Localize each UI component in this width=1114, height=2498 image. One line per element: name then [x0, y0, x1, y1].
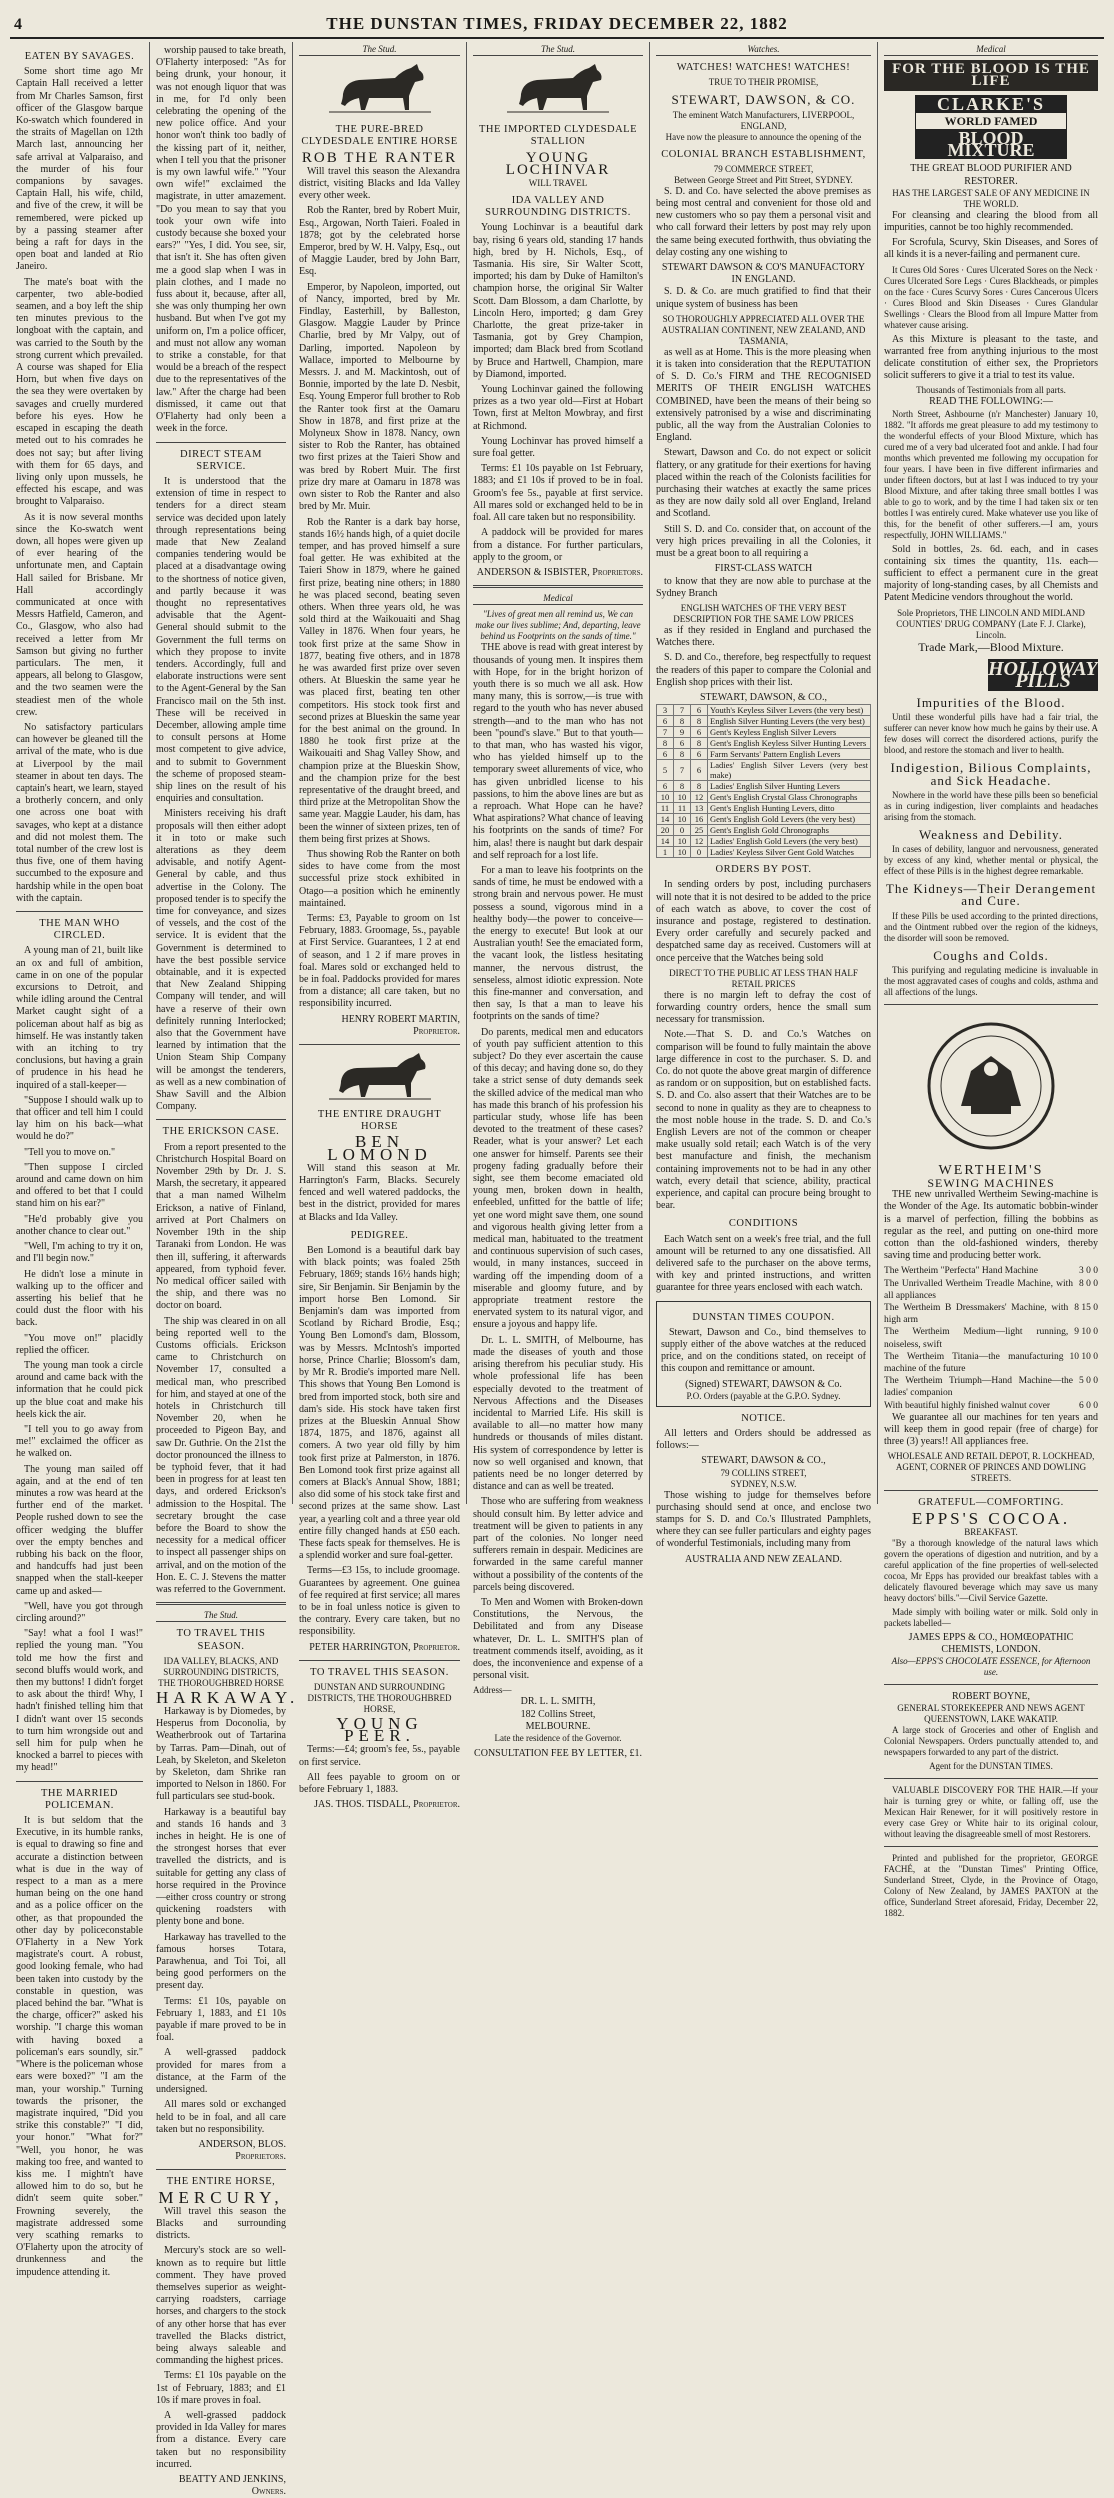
- coupon-signed: (Signed) STEWART, DAWSON & Co.: [685, 1378, 842, 1390]
- ad-signature: HENRY ROBERT MARTIN, Proprietor.: [341, 1013, 460, 1037]
- ad-heading: THE ENTIRE DRAUGHT HORSE: [317, 1109, 442, 1133]
- ad-subheading: WILL TRAVEL: [528, 178, 588, 189]
- article-paragraph: "Well, I'm aching to try it on, and I'll begin now.": [16, 1241, 143, 1265]
- article-title-erickson: THE ERICKSON CASE.: [162, 1126, 280, 1138]
- ad-subheading: IDA VALLEY, BLACKS, AND SURROUNDING DISTRICTS, THE THOROUGHBRED HORSE: [158, 1655, 284, 1688]
- price-cell: 6: [691, 749, 708, 760]
- ad-paragraph: Young Lochinvar has proved himself a sure foal getter.: [473, 435, 643, 460]
- watch-description: Gent's English Gold Levers (the very best): [708, 814, 871, 825]
- article-paragraph: The young man sailed off again, and at the end of ten minutes a row was heard at the further end of the market. People rushed down to see the officer wedging the bluffer over the empty benches and rubbing his back on the floor, and handcuffs had just been snapped when the stall-keeper came up and asked—: [16, 1463, 143, 1597]
- ad-heading: TO TRAVEL THIS SEASON.: [176, 1628, 266, 1652]
- ad-paragraph: Terms: £1 10s payable on the 1st of February, 1883; and £1 10s if mare proves in foal.: [156, 2370, 286, 2406]
- ad-paragraph: Terms:—£4; groom's fee, 5s., payable on first service.: [299, 1744, 460, 1768]
- ad-heading: GRATEFUL—COMFORTING.: [918, 1497, 1064, 1509]
- ad-heading: THE ENTIRE HORSE,: [166, 2176, 276, 2188]
- ad-subheading: BREAKFAST.: [964, 1526, 1018, 1537]
- article-paragraph: Ministers receiving his draft proposals will then either adopt it in toto or make such alterations as they deem advisable, and notify Agent-General by cable, and thus advertise in the Colony. The proposed tender is to specify the time for conveyance, and sizes of vessels, and the cost of the service. It is evident that the Government is determined to have the best possible service obtainable, and it is expected that New Zealand Shipping Company will tender, and will have a reserve of their own definitely running Interlocked; also that the Government have learned by intimation that the Union Steam Ship Company will be amongst the tenderers, as well as a new combination of Shaw Savill and the Albion Company.: [156, 808, 286, 1113]
- coupon-box[interactable]: [656, 1301, 871, 1407]
- ad-paragraph: All letters and Orders should be addressed as follows:—: [656, 1428, 871, 1452]
- table-row: [657, 705, 871, 716]
- horse-name-mercury: MERCURY,: [158, 2187, 284, 2207]
- section-rubric: Watches.: [656, 43, 871, 56]
- ad-paragraph: Terms—£3 15s, to include groomage. Guarantees by agreement. One guinea of fee required at first service; all mares to be in foal unless notice is given to the contrary. Every care taken, but no responsibility.: [299, 1565, 460, 1638]
- ad-paragraph: Those wishing to judge for themselves before purchasing should send at once, and enclose two stamps for S. D. and Co.'s Illustrated Pamphlets, where they can see fuller particulars and eighty pages of wonderful Testimonials, including many from: [656, 1489, 871, 1550]
- ad-line: ENGLISH WATCHES OF THE VERY BEST DESCRIPTION FOR THE SAME LOW PRICES: [673, 602, 854, 624]
- ad-heading: Indigestion, Bilious Complaints, and Sick Headache.: [890, 760, 1092, 788]
- list-item: [884, 1302, 1098, 1326]
- price-cell: 20: [657, 825, 674, 836]
- poem-quote: "Lives of great men all remind us, We can make our lives sublime; And, departing, leave behind us Footprints on the sands of time.": [475, 609, 641, 642]
- ad-heading: CONDITIONS: [728, 1218, 799, 1230]
- ad-heading: THE GREAT BLOOD PURIFIER AND RESTORER.: [910, 163, 1072, 187]
- article-paragraph: From a report presented to the Christchurch Hospital Board on November 29th by Dr. J. S. Marsh, the secretary, it appeared that a man named Wilhelm Erickson, a native of Finland, arrived at Port Chalmers on November 19th in the ship Taranaki from London. He was then ill, suffering, it afterwards appeared, from typhoid fever. No medical officer sailed with the ship, and there was no doctor on board.: [156, 1141, 286, 1312]
- article-paragraph: It is but seldom that the Executive, in its humble ranks, is equal to drawing so fine and accurate a distinction between what is due in the way of respect to a man as a mere human being on the one hand and as a police officer on the other, as that propounded the other day by policeconstable O'Flaherty in a New York magistrate's court. A robust, good looking female, who had been taken into custody by the constable in question, was placed behind the bar. "What is the charge, officer?" asked his worship. "I charge this woman with having boxed a policeman's ears soundly, sir." "Where is the policeman whose ears were boxed?" "I am the man, your worship." Turning towards the prisoner, the magistrate inquired, "Did you strike this constable?" "I did, your honor." "What for?" "Well, you honor, he was making too free, and wanted to kiss me. I mightn't have allowed him to do so, but he didn't seem quite sober." Frowning severely, the magistrate addressed some very scathing remarks to O'Flaherty upon the atrocity of drunkenness and the impudence attending it.: [16, 1815, 143, 2278]
- ad-paragraph: As this Mixture is pleasant to the taste, and warranted free from anything injurious to the most delicate constitution of either sex, the Proprietors solicit sufferers to give it a trial to test its value.: [884, 333, 1098, 382]
- address-label: Address—: [473, 1685, 512, 1696]
- ad-paragraph: Stewart, Dawson and Co. do not expect or solicit flattery, or any gratitude for their exertions for having placed within the reach of the Colonists facilities for purchasing their watches at exactly the same prices as they are now daily sold all over England, Ireland and Scotland.: [656, 447, 871, 520]
- price-cell: 16: [691, 814, 708, 825]
- ad-line: Also—EPPS'S CHOCOLATE ESSENCE, for Afternoon use.: [891, 1656, 1091, 1678]
- ad-subheading: TRUE TO THEIR PROMISE,: [708, 77, 819, 88]
- watch-description: Gent's English Hunting Levers, ditto: [708, 803, 871, 814]
- article-title-married-policeman: THE MARRIED POLICEMAN.: [41, 1787, 118, 1811]
- ad-subheading: HAS THE LARGEST SALE OF ANY MEDICINE IN THE WORLD.: [892, 187, 1090, 209]
- article-paragraph: Some short time ago Mr Captain Hall received a letter from Mr Charles Samson, first officer of the Glasgow barque Ko-swatch which foundered in the straits of Magellan on 12th March last, announcing her safe arrival at Valparaiso, and the murder of his four companions by savages. Captain Hall, his wife, child, and five of the crew, it will be remembered, were picked up by a passing steamer after being a raft for days in the open boat and landed at Rio Janeiro.: [16, 66, 143, 273]
- divider: [299, 1044, 460, 1045]
- machine-price: 5 0 0: [1079, 1376, 1098, 1387]
- ad-subheading: DUNSTAN AND SURROUNDING DISTRICTS, THE THOROUGHBRED HORSE,: [307, 1681, 452, 1714]
- article-paragraph: "Suppose I should walk up to that officer and tell him I could lay him on his back—what would he do?": [16, 1094, 143, 1143]
- price-cell: 11: [657, 803, 674, 814]
- ad-paragraph: Will travel this season the Alexandra district, visiting Blacks and Ida Valley every other week.: [299, 165, 460, 202]
- wertheim-title: WERTHEIM'S: [938, 1162, 1044, 1178]
- ad-paragraph: Harkaway has travelled to the famous horses Totara, Parawhenua, and Toi Toi, all being good performers on the present day.: [156, 1931, 286, 1992]
- price-cell: 6: [691, 760, 708, 781]
- ad-paragraph: In cases of debility, languor and nervousness, generated by excess of any kind, whether mental or physical, the effect of these Pills is in the highest degree remarkable.: [884, 844, 1098, 877]
- watch-description: English Silver Hunting Levers (the very best): [708, 716, 871, 727]
- coupon-body: Stewart, Dawson and Co., bind themselves to supply either of the above watches at the reduced price, and on the conditions stated, on receipt of this coupon and remittance or amount.: [661, 1326, 866, 1375]
- ad-paragraph: Sold in bottles, 2s. 6d. each, and in cases containing six times the quantity, 11s. each—sufficient to effect a permanent cure in the great majority of long-standing cases, by all Chemists and Patent Medicine vendors throughout the world.: [884, 543, 1098, 604]
- price-cell: 6: [657, 716, 674, 727]
- ad-paragraph: Emperor, by Napoleon, imported, out of Nancy, imported, bred by Mr. Findlay, Easterhill, by Balleston, Glasgow. Maggie Lauder by Prince Charlie, bred by Mr Valpy, out of Darling, imported. Napoleon by Wallace, imported to Melbourne by Messrs. J. and M. Mackintosh, out of Bonnie, imported by the late D. Nesbit, Esq. Young Emperor full brother to Rob the Ranter took first at the Oamaru Show in 1878, and first prize at the Molyneux Show in 1878. Nancy, own sister to Rob the Ranter, has obtained two first prizes at the Taieri Show and was bred by Robert Muir. The first prize dry mare at Oamaru in 1878 was own sister to Rob the Ranter and also bred by Mr. Muir.: [299, 281, 460, 513]
- ad-paragraph: We guarantee all our machines for ten years and will keep them in good repair (free of charge) for three (3) years!! All appliances free.: [884, 1411, 1098, 1448]
- ad-paragraph: Mercury's stock are so well-known as to require but little comment. They have proved themselves superior as weight-carrying roadsters, carriage horses, and chargers to the stock of any other horse that has ever travelled the Blacks district, being always saleable and commanding the highest prices.: [156, 2245, 286, 2367]
- column-6: [878, 42, 1114, 1919]
- machine-name: The Wertheim Titania—the manufacturing machine of the future: [884, 1351, 1064, 1374]
- ad-paragraph: Made simply with boiling water or milk. Sold only in packets labelled—: [884, 1606, 1098, 1628]
- ad-paragraph: To Men and Women with Broken-down Constitutions, the Nervous, the Debilitated and from any Disease whatever, Dr. L. L. SMITH'S plan of treatment commends itself, avoiding, as it does, the inconvenience and expense of a personal visit.: [473, 1596, 643, 1682]
- price-cell: 10: [674, 836, 691, 847]
- watch-description: Gent's English Gold Chronographs: [708, 825, 871, 836]
- testimonial: North Street, Ashbourne (n'r Manchester) January 10, 1882. "It affords me great pleasure to add my testimony to the wonderful effects of your Blood Mixture, which has cured me of a very bad ulcerated foot and ankle. I had four months which prevented me following my occupation for four years. I have been in five different infirmaries and under fifteen doctors, but at last I was induced to try your Blood Mixture, and after taking three small bottles I was able to go to work, and by the time I had taken six or ten bottles I was entirely cured. Make whatever use you like of this, for the benefit of other sufferers.—I am, yours respectfully, JOHN WILLIAMS.": [884, 408, 1098, 540]
- ad-signature: PETER HARRINGTON, Proprietor.: [309, 1641, 460, 1653]
- ad-paragraph: This purifying and regulating medicine is invaluable in the most aggravated cases of coughs and colds, asthma and all affections of the lungs.: [884, 964, 1098, 997]
- ad-signature: JAS. THOS. TISDALL, Proprietor.: [314, 1799, 460, 1811]
- ad-heading: Weakness and Debility.: [919, 826, 1063, 842]
- ad-heading: WATCHES! WATCHES! WATCHES!: [676, 62, 851, 74]
- ad-heading: ROBERT BOYNE,: [951, 1691, 1031, 1703]
- ad-paragraph: Terms: £3, Payable to groom on 1st February, 1883. Groomage, 5s., payable at First Service. Guarantees, 1 2 at end of season, and 1 2 if mare proves in foal. Mares sold or exchanged held to be in foal. Paddocks provided for mares from a distance; all care taken, but no responsibility incurred.: [299, 913, 460, 1010]
- price-cell: 8: [691, 716, 708, 727]
- address-line: Late the residence of the Governor.: [494, 1732, 622, 1743]
- consultation-fee: CONSULTATION FEE BY LETTER, £1.: [474, 1747, 642, 1759]
- price-cell: 0: [674, 825, 691, 836]
- watch-description: Ladies' Keyless Silver Gent Gold Watches: [708, 847, 871, 858]
- price-cell: 14: [657, 836, 674, 847]
- ad-line: Agent for the DUNSTAN TIMES.: [929, 1761, 1053, 1772]
- ad-paragraph: Thus showing Rob the Ranter on both sides to have come from the most successful prize stock exhibited in Otago—a position which he eminently maintained.: [299, 848, 460, 909]
- columns: [10, 42, 1114, 2498]
- divider: [16, 1781, 143, 1782]
- address-line: 182 Collins Street,: [520, 1708, 596, 1720]
- divider: [473, 585, 643, 588]
- column-5: [650, 42, 878, 1565]
- ad-paragraph: For Scrofula, Scurvy, Skin Diseases, and Sores of all kinds it is a never-failing and permanent cure.: [884, 237, 1098, 261]
- article-paragraph: A young man of 21, built like an ox and full of ambition, came in on one of the popular excursions to Detroit, and while idling around the Central Market caught sight of a policeman about half as big as himself. He was instantly taken with an itching to try conclusions, but having a grain of prudence in his head he inquired of a stall-keeper—: [16, 945, 143, 1091]
- price-cell: 12: [691, 836, 708, 847]
- horse-woodcut-icon: [503, 60, 613, 118]
- watch-description: Gent's English Crystal Glass Chronographs: [708, 792, 871, 803]
- coupon-postal-order: P.O. Orders (payable at the G.P.O. Sydney.: [686, 1390, 841, 1401]
- ad-paragraph: S. D. and Co. have selected the above premises as being most central and convenient for those old and new customers who so pay them a personal visit and who call forward their letters by post may rely upon the same being executed forthwith, thus obviating the delay costing any one wishing to: [656, 185, 871, 258]
- ad-paragraph: All fees payable to groom on or before February 1, 1883.: [299, 1771, 460, 1795]
- wertheim-subtitle: SEWING MACHINES: [927, 1175, 1055, 1190]
- ad-paragraph: Until these wonderful pills have had a fair trial, the sufferer can never know how much he gains by their use. A few doses will correct the disordered actions, purify the blood, and restore the stomach and liver to health.: [884, 712, 1098, 756]
- price-cell: 5: [657, 760, 674, 781]
- masthead: [10, 8, 1104, 39]
- ad-paragraph: VALUABLE DISCOVERY FOR THE HAIR.—If your hair is turning grey or white, or falling off, use the Mexican Hair Renewer, for it will positively restore in every case Grey or White hair to its original colour, without leaving the disagreeable smell of most Restorers.: [884, 1785, 1098, 1840]
- machine-name: The Wertheim Medium—light running, noiseless, swift: [884, 1327, 1069, 1350]
- price-cell: 8: [691, 738, 708, 749]
- machine-name: With beautiful highly finished walnut cover: [884, 1400, 1051, 1411]
- price-cell: 6: [657, 781, 674, 792]
- horse-name-young-lochinvar: YOUNG LOCHINVAR: [505, 149, 611, 178]
- table-row: [657, 792, 871, 803]
- column-3: [293, 42, 467, 1811]
- table-row: [657, 738, 871, 749]
- blood-mixture-banner: FOR THE BLOOD IS THE LIFE: [884, 60, 1098, 90]
- article-paragraph: It is understood that the extension of time in respect to tenders for a direct steam service was decided upon lately through representations being made that New Zealand companies tendering would be placed at a disadvantage owing to the shortness of notice given, and partly because it was thought no representatives advisable that the Agent-General should submit to the Government the full terms on which they propose to invite tenders. Accordingly, full and elaborate instructions were sent to the Agent-General by the San Francisco mail on the 5th inst. These will be received in December, allowing ample time to consult persons at Home most competent to give advice, and to submit to Government the scheme of proposed steam-ship lines on the result of his enquiries and consultation.: [156, 475, 286, 805]
- list-item: [884, 1326, 1098, 1350]
- ad-paragraph: Still S. D. and Co. consider that, on account of the very high prices prevailing in all the Colonies, it must be a great boon to all requiring a: [656, 523, 871, 560]
- ad-heading: Coughs and Colds.: [933, 947, 1049, 963]
- address-line: Between George Street and Pitt Street, SYDNEY.: [674, 174, 853, 185]
- article-paragraph: As it is now several months since the Ko-swatch went down, all hopes were given up of ever hearing of the unfortunate men, and Captain Hall sailed for Brisbane. Mr Hall accordingly communicated at once with Messrs Hatfield, Cameron, and Co., Glasgow, who also had received a letter from Mr Samson but giving no further particulars. The men, it appears, all belong to Glasgow, and the two seamen were the steadiest men of the whole crew.: [16, 511, 143, 718]
- machine-price: 8 15 0: [1074, 1302, 1098, 1313]
- column-2: [150, 42, 300, 2498]
- price-cell: 6: [657, 749, 674, 760]
- machine-name: The Wertheim Triumph—Hand Machine—the ladies' companion: [884, 1376, 1073, 1399]
- address-line: STEWART, DAWSON & CO.,: [701, 1455, 826, 1467]
- watch-description: Ladies' English Silver Levers (very best make): [708, 760, 871, 781]
- ad-paragraph: to know that they are now able to purchase at the Sydney Branch: [656, 575, 871, 599]
- printer-imprint: Printed and published for the proprietor, GEORGE FACHÉ, at the "Dunstan Times" Printing Office, Sunderland Street, Clyde, in the Province of Otago, Colony of New Zealand, by JAMES PAXTON at the office, Sunderland Street aforesaid, Friday, December 22, 1882.: [884, 1853, 1098, 1919]
- ad-paragraph: A well-grassed paddock provided for mares from a distance, at the Farm of the undersigned.: [156, 2047, 286, 2096]
- price-cell: 0: [691, 847, 708, 858]
- logo-line: WORLD FAMED: [916, 112, 1066, 130]
- ad-paragraph: Dr. L. L. SMITH, of Melbourne, has made the diseases of youth and those arising therefrom his peculiar study. His whole professional life has been especially devoted to the treatment of Nervous Affections and the Diseases incidental to Married Life. His skill is available to all—no matter how many hundreds or thousands of miles distant. His system of correspondence by letter is now so well organised and known, that patients need be no longer deterred by distance and can as well be treated.: [473, 1334, 643, 1493]
- article-paragraph: "Then suppose I circled around and came down on him and offered to bet that I could stand him on his ear?": [16, 1161, 143, 1210]
- article-paragraph: "Tell you to move on.": [24, 1146, 116, 1158]
- ad-paragraph: THE above is read with great interest by thousands of young men. It inspires them with Hope, for in the bright horizon of youth there is so much we all ask. How many many, this is sorrow,—is true with regard to the youth who has never abused strength—and to the man who has not been "pound's slave." But to that youth—to that man, who has wasted his vigor, who has yielded himself up to the temporary sweet allurements of vice, who has given unbridled license to his passions, to him the above lines are but as a reproach. What Hope can he have? What aspirations? What chance of leaving his footprints on the sands of time? For him, alas! there is naught but dark despair and self reproach for a lost life.: [473, 642, 643, 861]
- wertheim-trademark-icon: [916, 1011, 1066, 1161]
- ad-heading: Impurities of the Blood.: [916, 695, 1066, 711]
- ad-line: Thousands of Testimonials from all parts.: [916, 385, 1066, 396]
- table-row: [657, 716, 871, 727]
- ad-line: Sole Proprietors, THE LINCOLN AND MIDLAND COUNTIES' DRUG COMPANY (Late F. J. Clarke), Lincoln.: [896, 607, 1086, 640]
- price-cell: 3: [657, 705, 674, 716]
- article-paragraph: The young man took a circle around and came back with the information that he could pick up the blue coat and make his heels kick the air.: [16, 1359, 143, 1420]
- table-row: [657, 825, 871, 836]
- ad-paragraph: THE new unrivalled Wertheim Sewing-machine is the Wonder of the Age. Its automatic bobbin-winder is a marvel of perfection, filling the bobbins as regular as the reel, and putting on one-third more cotton than the old-fashioned winders, thereby saving time and producing better work.: [884, 1189, 1098, 1262]
- ad-paragraph: Harkaway is a beautiful bay and stands 16 hands and 3 inches in height. He is one of the strongest horses that ever travelled the districts, and is suitable for getting any class of horse required in the Province—either cross country or strong quickening roadsters with plenty bone and bone.: [156, 1806, 286, 1928]
- ad-heading: ORDERS BY POST.: [715, 864, 812, 876]
- ad-paragraph: Rob the Ranter is a dark bay horse, stands 16½ hands high, of a quiet docile temper, and has proved himself a sure foal getter. He was exhibited at the Taieri Show in 1879, where he gained first prize, beating nine others; in 1880 he was placed second, beating seven others. When three years old, he was sold third at the Waikouaiti and Shag Valley in 1876. When four years, he took first prize at the same Show in 1877, beating five others, and in 1878 he was awarded first prize over seven others. At Blueskin the same year he was placed first, beating ten other competitors. His stock took first and second prizes at Blueskin the same year for the best animal on the ground. In 1880 he took first prize at the Waikouaiti and Shag Valley Show, and champion prize at the Blueskin Show, and the champion prize for the best representative of the draught breed, and third prize at the Metropolitan Show the same year. Maggie Lauder, his dam, has been the winner of sixteen prizes, ten of them being first prizes at Shows.: [299, 516, 460, 845]
- divider: [156, 1119, 286, 1120]
- divider: [884, 1778, 1098, 1779]
- ad-heading: NOTICE.: [741, 1412, 786, 1424]
- ad-signature: BEATTY AND JENKINS, Owners.: [178, 2473, 286, 2498]
- ad-paragraph: A large stock of Groceries and other of English and Colonial Newspapers. Orders punctually attended to, and newspapers forwarded to any part of the district.: [884, 1725, 1098, 1758]
- table-row: [657, 749, 871, 760]
- ad-paragraph: All mares sold or exchanged held to be in foal, and all care taken but no responsibility.: [156, 2099, 286, 2135]
- section-rubric: The Stud.: [156, 1609, 286, 1622]
- epps-cocoa-name: EPPS'S COCOA.: [911, 1508, 1071, 1528]
- ad-signature: ANDERSON, BLOS. Proprietors.: [198, 2138, 286, 2163]
- horse-name-rob-the-ranter: ROB THE RANTER: [301, 149, 458, 166]
- logo-line: CLARKE'S: [916, 96, 1066, 112]
- ad-paragraph: For a man to leave his footprints on the sands of time, he must be endowed with a strong brain and nervous power. He must possess a sound, vigorous mind in a healthy body—the power to conceive—the energy to execute! But look at our Australian youth! See the emaciated form, the vacant look, the listless hesitating manner, the nervous distrust, the senseless, almost idiotic expression. Note this fine-manner and conversation, and then say, Is that a man to leave his footprints on the sands of time?: [473, 864, 643, 1023]
- ad-paragraph: A well-grassed paddock provided in Ida Valley for mares from a distance. Every care taken but no responsibility incurred.: [156, 2409, 286, 2470]
- ad-paragraph: as if they resided in England and purchased the Watches there.: [656, 624, 871, 649]
- divider: [884, 1846, 1098, 1847]
- watch-description: Youth's Keyless Silver Levers (the very best): [708, 705, 871, 716]
- machine-name: The Wertheim B Dressmakers' Machine, with high arm: [884, 1302, 1069, 1326]
- wertheim-price-list: [884, 1265, 1098, 1411]
- divider: [156, 2169, 286, 2170]
- column-1: [10, 42, 150, 2278]
- table-row: [657, 847, 871, 858]
- price-table-heading: STEWART, DAWSON, & CO.,: [699, 691, 828, 703]
- address-line: DR. L. L. SMITH,: [520, 1696, 596, 1708]
- ad-heading: THE IMPORTED CLYDESDALE STALLION: [479, 124, 637, 148]
- ad-heading: The Kidneys—Their Derangement and Cure.: [885, 881, 1097, 909]
- pedigree-heading: PEDIGREE.: [350, 1229, 409, 1241]
- ad-paragraph: Each Watch sent on a week's free trial, and the full amount will be returned to any one dissatisfied. All delivered safe to the purchaser on the above terms, with key and printed instructions, and written guarantee for three years enclosed with each watch.: [656, 1233, 871, 1294]
- blood-mixture-logo: [915, 95, 1067, 160]
- table-row: [657, 814, 871, 825]
- table-row: [657, 781, 871, 792]
- ad-paragraph: In sending orders by post, including purchasers will note that it is not desired to be added to the price of each watch as above, to cover the cost of insurance and postage, registered to destination. Every order carefully and securely packed and despatched same day as received. Customers will at once perceive that the Watches being sold: [656, 879, 871, 964]
- ad-heading: TO TRAVEL THIS SEASON.: [310, 1666, 449, 1678]
- price-cell: 6: [674, 738, 691, 749]
- divider: [884, 1684, 1098, 1685]
- article-paragraph: "You move on!" placidly replied the officer.: [16, 1332, 143, 1356]
- horse-name-young-peer: YOUNG PEER.: [336, 1713, 423, 1746]
- table-row: [657, 760, 871, 781]
- page-number: 4: [14, 16, 22, 33]
- article-paragraph: "I tell you to go away from me!" exclaimed the officer as he walked on.: [16, 1423, 143, 1460]
- divider: [299, 1660, 460, 1661]
- list-item: [884, 1400, 1098, 1412]
- horse-woodcut-icon: [325, 1051, 435, 1103]
- horse-name-harkaway: HARKAWAY.: [156, 1687, 300, 1707]
- ad-paragraph: Those who are suffering from weakness should consult him. By letter advice and treatment will be given to patients in any part of the colonies. No longer need sufferers remain in despair. Medicines are forwarded in the same careful manner without a possibility of the contents of the parcels being discovered.: [473, 1496, 643, 1593]
- ad-paragraph: Note.—That S. D. and Co.'s Watches on comparison will be found to fully maintain the above large difference in cost to the purchaser. S. D. and Co. do not quote the above great margin of difference as random or on supposition, but on established facts. S. D. and Co. also assert that their Watches are to be second to none in quality as they are to cheapness to the most noble house in the trade. S. D. and Co.'s English Levers are not of the common or cheaper make usually sold retail; each Watch is of the very best manufacture and finish, the mechanism containing improvements not to be had in any other watch, every detail that science, ability, practical experience, and capital can procure being brought to bear.: [656, 1029, 871, 1212]
- divider: [884, 1004, 1098, 1005]
- logo-line: BLOOD MIXTURE: [916, 130, 1066, 158]
- article-title-man-circled: THE MAN WHO CIRCLED.: [39, 918, 120, 942]
- ad-paragraph: "By a thorough knowledge of the natural laws which govern the operations of digestion and nutrition, and by a careful application of the fine properties of well-selected cocoa, Mr Epps has provided our breakfast tables with a delicately flavoured beverage which may save us many heavy doctors' bills."—Civil Service Gazette.: [884, 1537, 1098, 1603]
- price-cell: 9: [674, 727, 691, 738]
- article-paragraph: "He'd probably give you another chance to clear out.": [16, 1213, 143, 1237]
- table-row: [657, 836, 871, 847]
- price-cell: 10: [674, 847, 691, 858]
- ad-line: Have now the pleasure to announce the opening of the: [665, 131, 862, 142]
- section-rubric: The Stud.: [299, 43, 460, 56]
- newspaper-title: THE DUNSTAN TIMES, FRIDAY DECEMBER 22, 1882: [326, 14, 788, 33]
- address-line: 79 COMMERCE STREET,: [713, 163, 814, 174]
- ad-paragraph: Harkaway is by Diomedes, by Hesperus from Doconolia, by Weatherbrook out of Tartarina by Tarras. Pam—Dinah, out of Leah, by Skeleton, and Skeleton by Skeleton, dam Shrike ran imported to Nelson in 1860. For full particulars see stud-book.: [156, 1706, 286, 1803]
- ad-paragraph: Ben Lomond is a beautiful dark bay with black points; was foaled 25th February, 1869; stands 16½ hands high; sire, Sir Benjamin. Sir Benjamin by the import horse Ben Lomond. Sir Benjamin's dam was imported from Scotland by Richard Brodie, Esq.; Young Ben Lomond's dam, Blossom, was by Messrs. McIntosh's imported horse, Prince Charlie; Blossom's dam, by Mr R. Brodie's imported mare Nell. This shows that Young Ben Lomond is bred from imported stock, both sire and dam's side. His stock have taken first prizes at the Blueskin Annual Show 1874, 1875, and 1876, against all comers. A two year old filly by him took first prize at Palmerston, in 1876. Ben Lomond took first prize against all comers at Black's Annual Show, 1881; also did some of his stock take first and second prizes at the same show. Last year, a yearling colt and a three year old entire filly changed hands at £50 each. These facts speak for themselves. He is a splendid worker and sure foal-getter.: [299, 1245, 460, 1562]
- list-item: [884, 1351, 1098, 1375]
- section-rubric: The Stud.: [473, 43, 643, 56]
- price-cell: 8: [657, 738, 674, 749]
- list-item: [884, 1278, 1098, 1302]
- article-paragraph: "Well, have you got through circling around?": [16, 1600, 143, 1624]
- price-cell: 6: [691, 727, 708, 738]
- article-paragraph: He didn't lose a minute in walking up to the officer and asserting his belief that he could dust the floor with his back.: [16, 1268, 143, 1329]
- ad-paragraph: Young Lochinvar is a beautiful dark bay, rising 6 years old, standing 17 hands high, bred by H. Nichols, Esq., of Tasmania. His sire, Sir Walter Scott, imported; his dam by Duke of Hamilton's champion horse, the original Sir Walter Scott. Dam Blossom, a dam Charlotte, by Lincoln Hero, imported; g dam Grey Charlotte, the great prize-taker in Tasmania, got by Grey Champion, imported; dam Black bred from Scotland by Bruce and Hartwell, Champion, mare by Diamond, imported.: [473, 222, 643, 380]
- price-cell: 13: [691, 803, 708, 814]
- ad-heading: COLONIAL BRANCH ESTABLISHMENT,: [661, 148, 866, 160]
- price-cell: 10: [657, 792, 674, 803]
- machine-price: 10 10 0: [1069, 1351, 1098, 1362]
- table-row: [657, 803, 871, 814]
- ad-paragraph: Terms: £1 10s, payable on February 1, 1883, and £1 10s payable if mare proved to be in foal.: [156, 1995, 286, 2044]
- machine-price: 8 0 0: [1079, 1278, 1098, 1289]
- price-cell: 6: [691, 705, 708, 716]
- ad-line: The eminent Watch Manufacturers, LIVERPOOL, ENGLAND,: [672, 109, 855, 131]
- ad-paragraph: Will travel this season the Blacks and surrounding districts.: [156, 2205, 286, 2242]
- article-paragraph: "Say! what a fool I was!" replied the young man. "You told me how the first and second bluffs would work, and then my buttons! I didn't forget to ask about the third! Why, I hadn't finished telling him that I didn't want over 15 seconds to turn him wrongside out and sell him for pulp when he knocked a barrel to pieces with my head!": [16, 1628, 143, 1774]
- address-line: MELBOURNE.: [525, 1720, 591, 1732]
- ad-paragraph: Nowhere in the world have these pills been so beneficial as in curing indigestion, liver complaints and headaches arising from the stomach.: [884, 789, 1098, 822]
- machine-price: 6 0 0: [1079, 1400, 1098, 1411]
- divider: [16, 911, 143, 912]
- list-item: [884, 1375, 1098, 1399]
- ad-paragraph: as well as at Home. This is the more pleasing when it is taken into consideration that the REPUTATION of S. D. Co.'s FIRM and THE RECOGNISED MERITS OF THEIR ENGLISH WATCHES COMBINED, have been the means of their being so extensively patronised by a wise and discriminating public, all the way from the Australian Colonies to England.: [656, 346, 871, 444]
- machine-price: 9 10 0: [1074, 1327, 1098, 1338]
- watch-description: Gent's English Keyless Silver Hunting Levers: [708, 738, 871, 749]
- ad-paragraph: Do parents, medical men and educators of youth pay sufficient attention to this subject? Do they ever ascertain the cause of this decay; and having done so, do they take a strict sense of duty demands seek the skilled advice of the medical man who has made this branch of his profession his particular study, whose life has been devoted to the treatment of these cases? Reader, what is your answer? Let each one answer for himself. Parents see their progeny fading gradually before their sight, see them become emaciated old young men, broken down in health, enfeebled, unfitted for the battle of life; yet one word might save them, one sound and vigorous health giving letter from a medical man, habituated to the treatment and continuous supervision of such cases, would, in many instances, succeed in warding off the impending doom of a miserable and gloomy future, and by appropriate treatment restore the enervated system to its natural vigor, and ensure a joyous and happy life.: [473, 1026, 643, 1331]
- price-cell: 7: [674, 705, 691, 716]
- article-title-eaten: EATEN BY SAVAGES.: [24, 51, 135, 62]
- machine-name: The Wertheim "Perfecta" Hand Machine: [884, 1266, 1039, 1277]
- ad-line: DIRECT TO THE PUBLIC AT LESS THAN HALF RETAIL PRICES: [669, 967, 858, 989]
- ad-paragraph: S. D. and Co., therefore, beg respectfully to request the readers of this paper to compare the Colonial and English shop prices with their list.: [656, 652, 871, 688]
- price-cell: 12: [691, 792, 708, 803]
- article-title-steam-service: DIRECT STEAM SERVICE.: [180, 448, 262, 472]
- address-line: 79 COLLINS STREET,: [720, 1467, 807, 1478]
- table-row: [657, 727, 871, 738]
- ad-paragraph: Young Lochinvar gained the following prizes as a two year old—First at Hobart Town, first at Melton Mowbray, and first at Richmond.: [473, 384, 643, 432]
- watch-description: Ladies' English Gold Levers (the very best): [708, 836, 871, 847]
- price-cell: 25: [691, 825, 708, 836]
- article-paragraph: worship paused to take breath, O'Flaherty interposed: "As for being drunk, your honour, it was not enough liquor that was in me, for I'd only been celebrating the opening of the new police office. And your honor won't think too badly of the kissing part of it, neither, when I tell you that the prisoner is my own lawful wife." "Your own wife!" exclaimed the magistrate, in utter amazement. "Do you mean to say that you took your own wife into custody because she boxed your ears?" "Yes, I did. You see, sir, that isn't it. She has often given me a good slap when I was in plain clothes, and I made no fuss about it, because, after all, she was only thumping her own husband. But when I've got my uniform on, I'm a police officer, and must not allow any woman to strike a constable, for that would be a breach of the respect due to the representatives of the law." After the charge had been dismissed, it came out that O'Flaherty had only been a week in the force.: [156, 45, 286, 435]
- machine-price: 3 0 0: [1079, 1266, 1098, 1277]
- price-cell: 10: [674, 792, 691, 803]
- ad-paragraph: there is no margin left to defray the cost of forwarding country orders, hence the small sum necessary for transmission.: [656, 989, 871, 1026]
- divider: [156, 442, 286, 443]
- section-rubric: Medical: [473, 592, 643, 605]
- ad-signature: ANDERSON & ISBISTER, Proprietors.: [476, 566, 643, 578]
- ad-paragraph: For cleansing and clearing the blood from all impurities, cannot be too highly recommended.: [884, 209, 1098, 234]
- ad-paragraph: Terms: £1 10s payable on 1st February, 1883; and £1 10s if proved to be in foal. Groom's fee 5s., payable at first service. All mares sold or exchanged held to be in foal. All care taken but no responsibility.: [473, 463, 643, 524]
- article-paragraph: The ship was cleared in on all being reported well to the Customs officials. Erickson came to Christchurch on November 17, consulted a medical man, who prescribed for him, and stayed at one of the hotels in Christchurch till November 20, when he proceeded to Pigeon Bay, and saw Dr. Guthrie. On the 21st the doctor pronounced the illness to be typhoid fever, that it had been in progress for at least ten days, and ordered Erickson's admission to the Hospital. The secretary brought the case before the Board to show the necessity for a medical officer to inspect all passenger ships on arrival, and on the motion of the Hon. E. C. J. Stevens the matter was referred to the Government.: [156, 1315, 286, 1595]
- coupon-title: DUNSTAN TIMES COUPON.: [692, 1311, 835, 1323]
- ad-paragraph: A paddock will be provided for mares from a distance. For further particulars, apply to the groom, or: [473, 527, 643, 563]
- ad-line: SO THOROUGHLY APPRECIATED ALL OVER THE AUSTRALIAN CONTINENT, NEW ZEALAND, AND TASMANIA,: [661, 313, 866, 346]
- ad-line: WHOLESALE AND RETAIL DEPOT, R. LOCKHEAD, AGENT, CORNER OF PRINCES AND DOWLING STREETS.: [887, 1451, 1095, 1484]
- horse-name-ben-lomond: BEN LOMOND: [327, 1132, 432, 1164]
- price-cell: 8: [674, 749, 691, 760]
- price-cell: 7: [674, 760, 691, 781]
- article-paragraph: No satisfactory particulars can however be gleaned till the arrival of the mate, who is due at Liverpool by the mail steamer in about ten days. The captain's heart, we learn, stayed a brotherly concern, and only one across one boat with savages, who kept at a distance and did not molest them. The total number of the crew lost is thus five, one of them having succumbed to the exposure and hardship while in the open boat with the captain.: [16, 721, 143, 904]
- holloways-pills-logo: HOLLOWAY'S PILLS: [988, 657, 1114, 693]
- ad-paragraph: Rob the Ranter, bred by Robert Muir, Esq., Argowan, North Taieri. Foaled in 1878; got by the celebrated horse Emperor, bred by W. H. Valpy, Esq., out of Maggie Lauder, bred by John Barr, Esq.: [299, 205, 460, 278]
- ad-paragraph: S. D. & Co. are much gratified to find that their unique system of business has been: [656, 286, 871, 310]
- trade-mark-line: Trade Mark,—Blood Mixture.: [918, 639, 1064, 654]
- divider: [884, 1490, 1098, 1491]
- price-cell: 8: [674, 716, 691, 727]
- article-paragraph: The mate's boat with the carpenter, two able-bodied seamen, and a boy left the ship ten minutes previous to the longboat with the captain, and was carried to the South by the strong current which prevailed. A course was shaped for Elia Horn, but when five days on the sea they were overtaken by savages and cruelly murdered before his eyes. How he escaped in escaping the death meted out to his comrades he does not say; but after living with them for 65 days, and living only upon mussels, he effected his escape, and was brought to Valparaiso.: [16, 276, 143, 508]
- horse-woodcut-icon: [325, 60, 435, 118]
- divider: [156, 1602, 286, 1605]
- address-line: SYDNEY, N.S.W.: [730, 1478, 797, 1489]
- watch-price-table: [656, 704, 871, 858]
- price-cell: 7: [657, 727, 674, 738]
- ad-paragraph: Will stand this season at Mr. Harrington's Farm, Blacks. Securely fenced and well watered paddocks, the best in the district, provided for mares at Blacks and Ida Valley.: [299, 1162, 460, 1223]
- list-item: [884, 1265, 1098, 1277]
- watch-description: Ladies' English Silver Hunting Levers: [708, 781, 871, 792]
- price-cell: 11: [674, 803, 691, 814]
- ad-line: AUSTRALIA AND NEW ZEALAND.: [684, 1553, 843, 1565]
- ad-line: STEWART DAWSON & CO'S MANUFACTORY IN ENGLAND.: [661, 262, 866, 286]
- ad-line: READ THE FOLLOWING:—: [929, 396, 1053, 408]
- watch-description: Gent's Keyless English Silver Levers: [708, 727, 871, 738]
- ad-subheading: GENERAL STOREKEEPER AND NEWS AGENT QUEENSTOWN, LAKE WAKATIP.: [897, 1703, 1085, 1725]
- ad-heading: THE PURE-BRED CLYDESDALE ENTIRE HORSE: [301, 124, 458, 148]
- price-cell: 1: [657, 847, 674, 858]
- ad-paragraph: It Cures Old Sores · Cures Ulcerated Sores on the Neck · Cures Ulcerated Sore Legs · Cures Blackheads, or pimples on the face · Cures Scurvy Sores · Cures Cancerous Ulcers · Cures Blood and Skin Diseases · Cures Glandular Swellings · Clears the Blood from all Impure Matter from whatever cause arising.: [884, 264, 1098, 330]
- ad-line: FIRST-CLASS WATCH: [714, 563, 813, 575]
- machine-name: The Unrivalled Wertheim Treadle Machine, with all appliances: [884, 1278, 1073, 1301]
- ad-paragraph: If these Pills be used according to the printed directions, and the Ointment rubbed over the region of the kidneys, the disorder will soon be removed.: [884, 910, 1098, 943]
- ad-line: JAMES EPPS & CO., HOMŒOPATHIC CHEMISTS, LONDON.: [908, 1631, 1074, 1655]
- price-cell: 8: [691, 781, 708, 792]
- watch-description: Farm Servants' Pattern English Levers: [708, 749, 871, 760]
- price-cell: 14: [657, 814, 674, 825]
- ad-heading: IDA VALLEY AND SURROUNDING DISTRICTS.: [485, 195, 631, 219]
- section-rubric: Medical: [884, 43, 1098, 56]
- column-4: [467, 42, 650, 1759]
- watch-firm-name: STEWART, DAWSON, & CO.: [671, 92, 856, 108]
- price-cell: 10: [674, 814, 691, 825]
- price-cell: 8: [674, 781, 691, 792]
